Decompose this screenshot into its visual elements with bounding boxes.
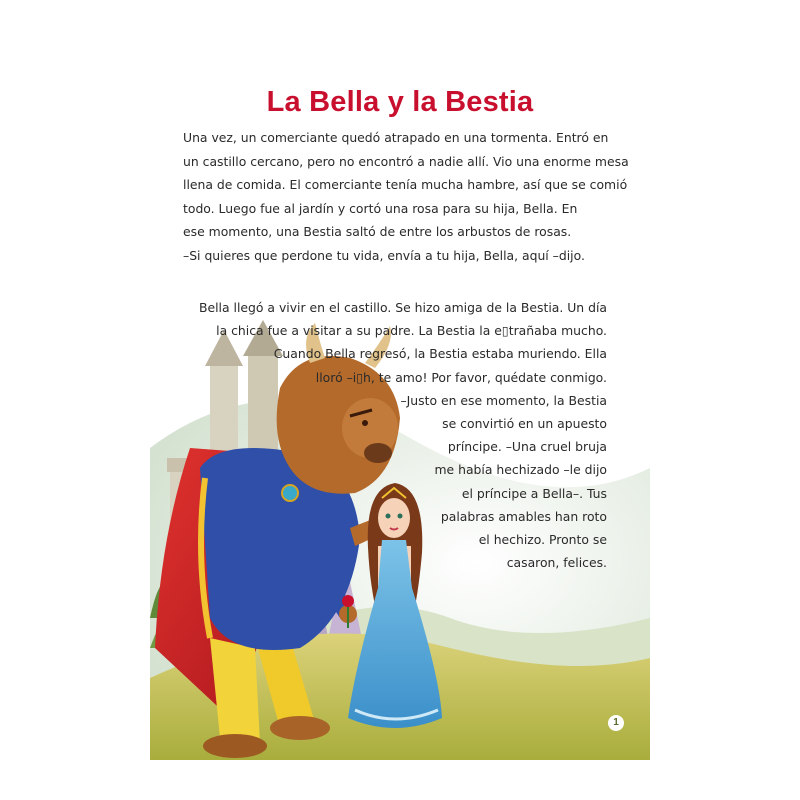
text-line: Una vez, un comerciante quedó atrapado en una tormenta. Entró en — [183, 130, 609, 145]
story-title: La Bella y la Bestia — [266, 86, 534, 118]
text-line: todo. Luego fue al jardín y cortó una rosa para su hija, Bella. En — [183, 200, 578, 216]
text-line: el príncipe a Bella–. Tus — [461, 485, 607, 501]
first-paragraph — [183, 126, 629, 268]
text-line: me había hechizado –le dijo — [434, 462, 607, 478]
text-line: llena de comida. El comerciante tenía mucha hambre, así que se comió — [183, 177, 628, 193]
text-line: ese momento, una Bestia saltó de entre los arbustos de rosas. — [183, 224, 572, 240]
second-paragraph — [187, 296, 607, 574]
text-line: lloró –i▯h, te amo! Por favor, quédate conmigo. — [315, 369, 607, 385]
text-line: Cuando Bella regresó, la Bestia estaba muriendo. Ella — [273, 346, 607, 362]
text-line: príncipe. –Una cruel bruja — [447, 439, 607, 455]
text-line: palabras amables han roto — [440, 508, 607, 524]
text-line: Bella llegó a vivir en el castillo. Se hizo amiga de la Bestia. Un día — [198, 300, 607, 315]
text-line: la chica fue a visitar a su padre. La Bestia la e▯trañaba mucho. — [216, 323, 607, 339]
text-line: se convirtió en un apuesto — [442, 416, 607, 432]
text-line: casaron, felices. — [506, 555, 607, 571]
text-line: un castillo cercano, pero no encontró a nadie allí. Vio una enorme mesa — [183, 153, 629, 169]
text-line: –Justo en ese momento, la Bestia — [400, 392, 607, 408]
text-line: –Si quieres que perdone tu vida, envía a tu hija, Bella, aquí –dijo. — [183, 247, 585, 263]
text-line: el hechizo. Pronto se — [478, 532, 607, 548]
page-number: 1 — [608, 715, 624, 731]
storybook-page — [150, 68, 650, 760]
